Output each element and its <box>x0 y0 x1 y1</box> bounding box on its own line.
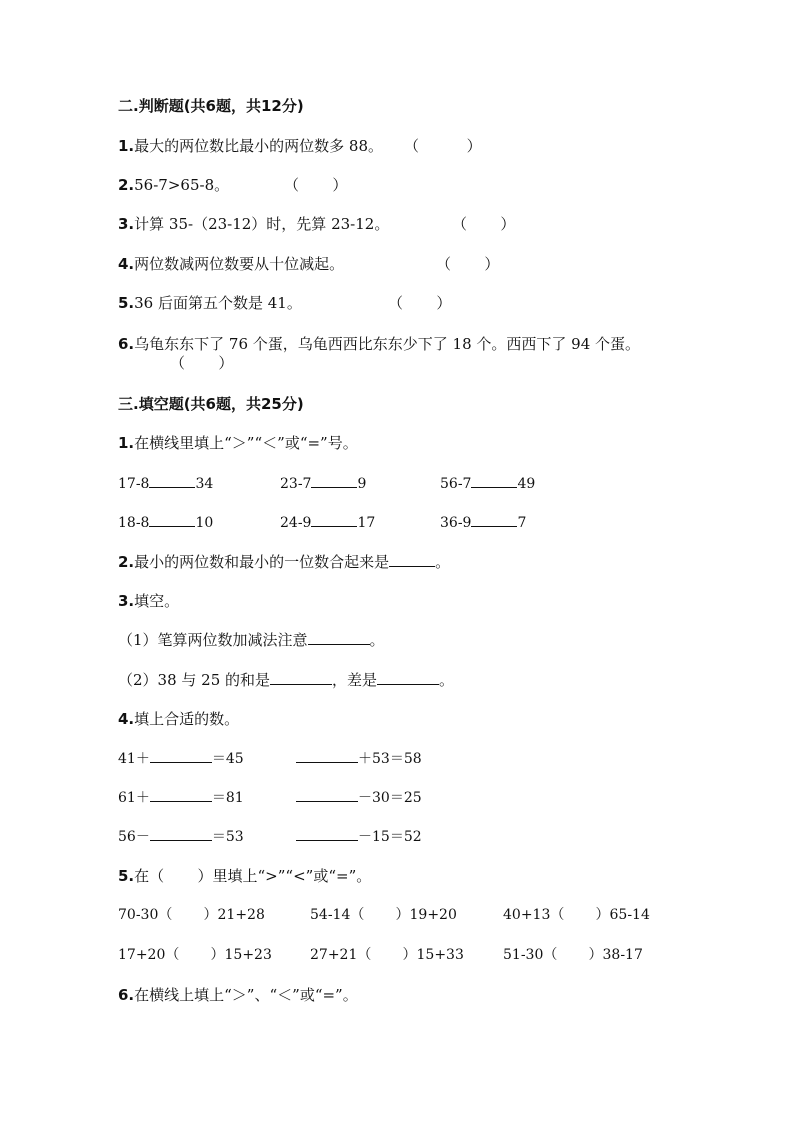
compare-expression[interactable]: 40+13（ ）65-14 <box>503 907 650 923</box>
question-3-4 <box>118 709 239 729</box>
compare-item: 17-8 34 <box>118 473 213 494</box>
question-number: 1. <box>118 434 135 452</box>
question-number: 4. <box>118 710 135 728</box>
answer-blank[interactable] <box>150 787 212 802</box>
compare-item: 24-9 17 <box>280 512 375 533</box>
question-text: 计算 35-（23-12）时，先算 23-12。 <box>134 215 390 233</box>
answer-paren[interactable]: （ ） <box>436 255 500 273</box>
compare-expression[interactable]: 70-30（ ）21+28 <box>118 907 265 923</box>
answer-blank[interactable] <box>311 473 357 488</box>
question-number: 3. <box>118 592 135 610</box>
question-number: 3. <box>118 215 135 233</box>
answer-blank[interactable] <box>311 512 357 527</box>
question-text: 在横线上填上“＞”、“＜”或“=”。 <box>134 986 358 1004</box>
answer-paren[interactable]: （ ） <box>452 215 516 233</box>
question-number: 4. <box>118 255 135 273</box>
question-text: 填空。 <box>134 592 180 610</box>
question-text: 36 后面第五个数是 41。 <box>134 294 302 312</box>
question-number: 2. <box>118 176 135 194</box>
question-number: 2. <box>118 553 135 571</box>
compare-expression[interactable]: 27+21（ ）15+33 <box>310 947 464 963</box>
question-number: 6. <box>118 335 135 353</box>
sub-question-1: （1）笔算两位数加减法注意 。 <box>118 631 385 649</box>
question-2-2 <box>118 175 229 195</box>
question-number: 5. <box>118 867 135 885</box>
equation-right: ＋53＝58 <box>296 748 422 769</box>
question-text: 填上合适的数。 <box>134 710 240 728</box>
compare-expression[interactable]: 54-14（ ）19+20 <box>310 907 457 923</box>
answer-paren[interactable]: （ ） <box>388 294 452 312</box>
answer-blank[interactable] <box>296 826 358 841</box>
answer-blank[interactable] <box>389 552 435 567</box>
question-3-3 <box>118 591 179 611</box>
answer-blank[interactable] <box>471 512 517 527</box>
equation-left: 56－ ＝53 <box>118 826 244 847</box>
question-3-2: 2.最小的两位数和最小的一位数合起来是 。 <box>118 553 451 571</box>
compare-expression[interactable]: 51-30（ ）38-17 <box>503 947 643 963</box>
compare-expression[interactable]: 17+20（ ）15+23 <box>118 947 272 963</box>
question-2-4 <box>118 254 344 274</box>
question-number: 5. <box>118 294 135 312</box>
equation-left: 61＋ ＝81 <box>118 787 244 808</box>
question-text: 在（ ）里填上“>”“<”或“=”。 <box>134 867 372 885</box>
question-2-6 <box>118 334 640 354</box>
question-number: 1. <box>118 137 135 155</box>
answer-paren[interactable]: （ ） <box>404 137 482 155</box>
answer-blank[interactable] <box>296 787 358 802</box>
question-text: 最大的两位数比最小的两位数多 88。 <box>134 137 383 155</box>
question-text: 56-7>65-8。 <box>134 176 230 194</box>
sub-question-2: （2）38 与 25 的和是 ，差是 。 <box>118 671 455 689</box>
section-2-title: 二.判断题(共6题，共12分) <box>118 97 304 115</box>
equation-left: 41＋ ＝45 <box>118 748 244 769</box>
answer-blank[interactable] <box>150 748 212 763</box>
question-3-6 <box>118 985 358 1005</box>
answer-blank[interactable] <box>308 630 370 645</box>
question-2-1 <box>118 136 383 156</box>
compare-item: 36-9 7 <box>440 512 526 533</box>
answer-blank[interactable] <box>150 826 212 841</box>
question-3-5 <box>118 866 371 886</box>
answer-blank[interactable] <box>377 670 439 685</box>
question-text: 两位数减两位数要从十位减起。 <box>134 255 345 273</box>
compare-item: 18-8 10 <box>118 512 213 533</box>
question-text: 乌龟东东下了 76 个蛋，乌龟西西比东东少下了 18 个。西西下了 94 个蛋。 <box>134 335 641 353</box>
answer-blank[interactable] <box>149 512 195 527</box>
equation-right: －30＝25 <box>296 787 422 808</box>
question-text: 最小的两位数和最小的一位数合起来是 <box>134 553 390 571</box>
compare-item: 56-7 49 <box>440 473 535 494</box>
question-2-5 <box>118 293 302 313</box>
question-3-1 <box>118 433 358 453</box>
answer-blank[interactable] <box>296 748 358 763</box>
section-3-title: 三.填空题(共6题，共25分) <box>118 395 304 413</box>
compare-item: 23-7 9 <box>280 473 366 494</box>
equation-right: －15＝52 <box>296 826 422 847</box>
question-text: 在横线里填上“＞”“＜”或“=”号。 <box>134 434 358 452</box>
answer-paren[interactable]: （ ） <box>284 176 348 194</box>
answer-blank[interactable] <box>270 670 332 685</box>
question-number: 6. <box>118 986 135 1004</box>
answer-blank[interactable] <box>149 473 195 488</box>
question-2-3 <box>118 214 389 234</box>
answer-blank[interactable] <box>471 473 517 488</box>
answer-paren[interactable]: （ ） <box>170 354 234 372</box>
